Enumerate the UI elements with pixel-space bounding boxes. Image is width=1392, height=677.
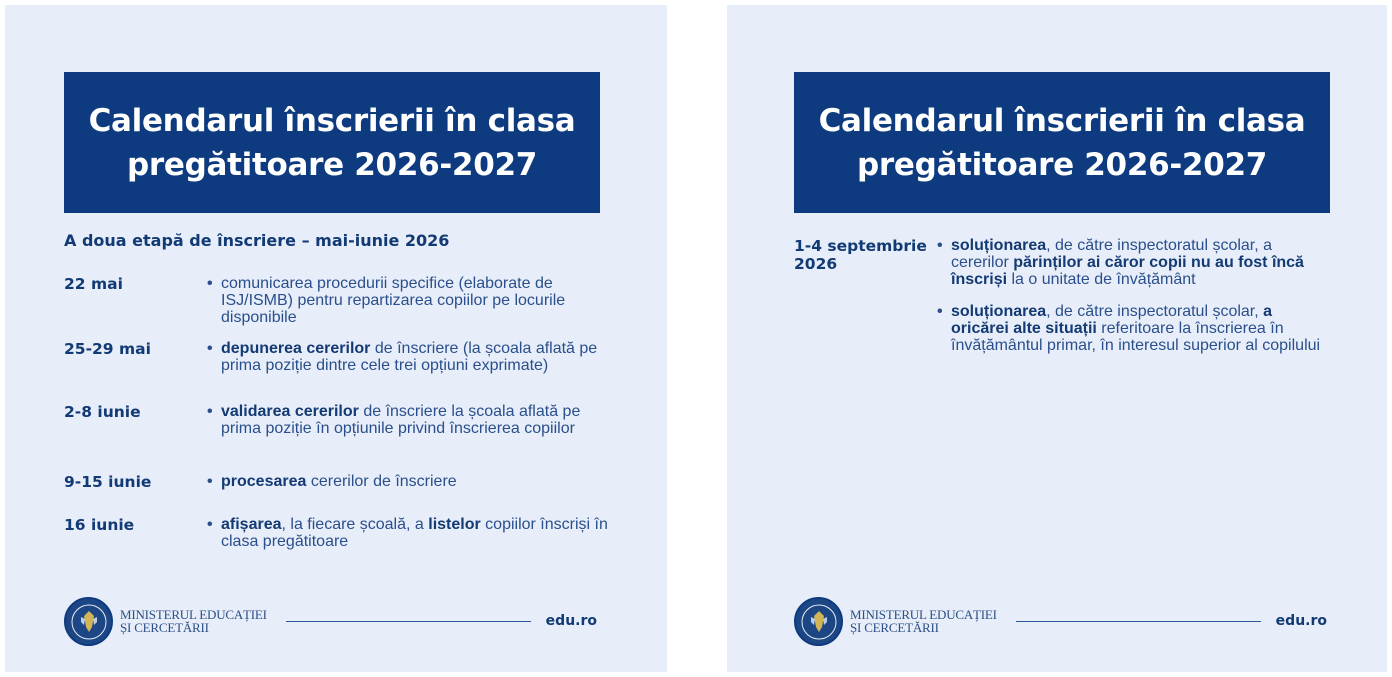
row-date: 1-4 septembrie 2026 xyxy=(794,237,927,273)
body-text: referitoare la înscrierea în învățământul primar, în interesul superior al copilului xyxy=(951,320,1321,354)
footer-divider xyxy=(1016,621,1261,622)
title-line-1: Calendarul înscrierii în clasa xyxy=(818,102,1306,139)
title-line-1: Calendarul înscrierii în clasa xyxy=(88,102,576,139)
row-description xyxy=(951,303,1331,354)
stage-heading: A doua etapă de înscriere – mai-iunie 2026 xyxy=(64,231,450,250)
row-description xyxy=(221,516,621,550)
footer-divider xyxy=(286,621,531,622)
emphasis-text: validarea cererilor xyxy=(221,403,359,420)
body-text: de înscriere la școala aflată pe prima poziție în opțiunile privind înscrierea copiilor xyxy=(221,403,581,437)
emphasis-text: părinților ai căror copii nu au fost încă înscriși xyxy=(951,254,1304,288)
row-description xyxy=(221,403,621,437)
left-card xyxy=(5,5,667,672)
row-description xyxy=(221,275,621,326)
emphasis-text: afișarea xyxy=(221,516,282,533)
website-link[interactable]: edu.ro xyxy=(545,613,597,629)
row-date: 25-29 mai xyxy=(64,340,151,358)
body-text: , de către inspectoratul școlar, a cererilor xyxy=(951,237,1273,271)
emphasis-text: soluționarea xyxy=(951,237,1047,254)
emphasis-text: depunerea cererilor xyxy=(221,340,371,357)
card-title xyxy=(794,99,1330,187)
body-text: copiilor înscriși în clasa pregătitoare xyxy=(221,516,608,550)
body-text: , la fiecare școală, a xyxy=(281,516,429,533)
card-footer xyxy=(794,597,1334,647)
row-date: 9-15 iunie xyxy=(64,473,152,491)
website-link[interactable]: edu.ro xyxy=(1275,613,1327,629)
row-description xyxy=(951,237,1331,288)
row-date: 2-8 iunie xyxy=(64,403,141,421)
emphasis-text: procesarea xyxy=(221,473,307,490)
body-text: la o unitate de învățământ xyxy=(1007,271,1196,288)
right-card xyxy=(727,5,1387,672)
body-text: , de către inspectoratul școlar, xyxy=(1046,303,1264,320)
row-date: 16 iunie xyxy=(64,516,135,534)
row-date: 22 mai xyxy=(64,275,123,293)
card-title xyxy=(64,99,600,187)
ministry-name: MINISTERUL EDUCAȚIEI ȘI CERCETĂRII xyxy=(850,607,997,635)
row-description xyxy=(221,473,621,490)
title-banner xyxy=(794,72,1330,213)
emphasis-text: a oricărei alte situații xyxy=(951,303,1273,337)
title-line-2: pregătitoare 2026-2027 xyxy=(126,146,538,183)
emphasis-text: listelor xyxy=(428,516,481,533)
body-text: de înscriere (la școala aflată pe prima poziție dintre cele trei opțiuni exprimate) xyxy=(221,340,598,374)
ministry-name: MINISTERUL EDUCAȚIEI ȘI CERCETĂRII xyxy=(120,607,267,635)
emphasis-text: soluționarea xyxy=(951,303,1047,320)
government-seal-icon xyxy=(794,597,843,646)
row-description xyxy=(221,340,621,374)
title-banner xyxy=(64,72,600,213)
government-seal-icon xyxy=(64,597,113,646)
card-footer xyxy=(64,597,604,647)
title-line-2: pregătitoare 2026-2027 xyxy=(856,146,1268,183)
body-text: cererilor de înscriere xyxy=(306,473,457,490)
body-text: comunicarea procedurii specifice (elaborate de ISJ/ISMB) pentru repartizarea copiilor pe locurile disponibile xyxy=(221,275,566,326)
